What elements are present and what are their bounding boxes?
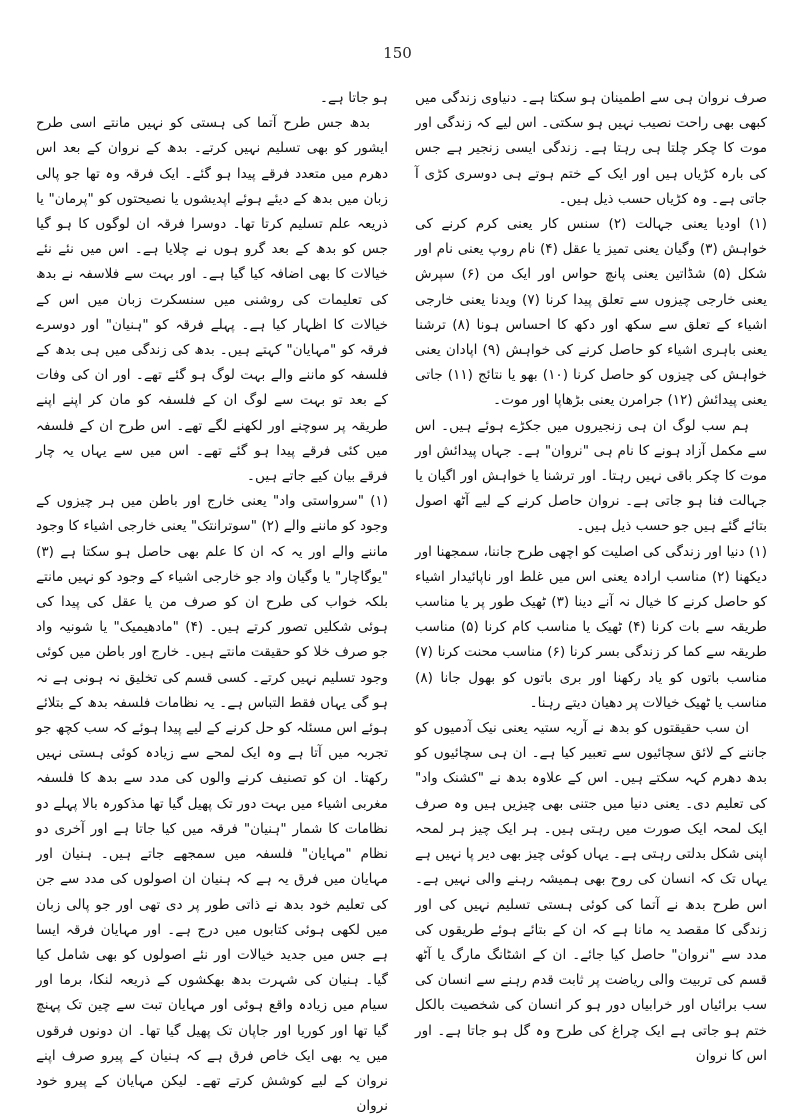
paragraph: بدھ جس طرح آتما کی ہستی کو نہیں مانتے اسی طرح ایشور کو بھی تسلیم نہیں کرتے۔ بدھ کے نروان کے بعد اس دھرم میں متعدد فرقے پیدا ہو گئے۔ ایک فرقہ وہ تھا جو پالی زبان میں بدھ کے دیئے ہوئے اپدیشوں یا نصیحتوں کو "پرمان" یا ذریعہ علم تسلیم کرتا تھا۔ دوسرا فرقہ ان لوگوں کا ہو گیا جس کو بدھ کے بعد گرو ہوں نے چلایا ہے۔ اس میں نئے نئے خیالات کا بھی اضافہ کیا گیا ہے۔ اور بہت سے فلاسفہ نے بدھ کی تعلیمات کی روشنی میں سنسکرت زبان میں اس کے خیالات کا اظہار کیا ہے۔ پہلے فرقہ کو "ہنیان" اور دوسرے فرقہ کو "مہایان" کہتے ہیں۔ بدھ کی زندگی میں ہی بدھ کے فلسفہ کو ماننے والے بہت لوگ ہو گئے تھے۔ اور ان کی وفات کے بعد تو بہت سے لوگ ان کے فلسفہ کو مان کر اپنے اپنے طریقہ پر سوچنے اور لکھنے لگے تھے۔ اس طرح ان کے فلسفہ میں کئی فرقے پیدا ہو گئے تھے۔ اس میں سے یہاں یہ چار فرقے بیان کیے جاتے ہیں۔ [36, 115, 388, 485]
paragraph: ہم سب لوگ ان ہی زنجیروں میں جکڑے ہوئے ہیں۔ اس سے مکمل آزاد ہونے کا نام ہی "نروان" ہے۔ جہاں پیدائش اور موت کا چکر باقی نہیں رہتا۔ اور ترشنا یا خواہش اور اگیان یا جہالت فنا ہو جاتی ہے۔ نروان حاصل کرنے کے لیے آٹھ اصول بتائے گئے ہیں جو حسب ذیل ہیں۔ [415, 417, 767, 535]
paragraph: ان سب حقیقتوں کو بدھ نے آریہ ستیہ یعنی نیک آدمیوں کو جاننے کے لائق سچائیوں سے تعبیر کیا ہے۔ ان ہی سچائیوں کو بدھ دھرم کہہ سکتے ہیں۔ اس کے علاوہ بدھ نے "کشنک واد" کی تعلیم دی۔ یعنی دنیا میں جتنی بھی چیزیں ہیں وہ صرف ایک لمحہ ایک صورت میں رہتی ہیں۔ ہر ایک چیز ہر لمحہ اپنی شکل بدلتی رہتی ہے۔ یہاں کوئی چیز بھی دیر پا نہیں ہے یہاں تک کہ انسان کی روح بھی ہمیشہ رہنے والی نہیں ہے۔ اس طرح بدھ نے آتما کی کوئی ہستی تسلیم نہیں کی اور زندگی کا مقصد یہ مانا ہے کہ ان کے بتائے ہوئے طریقوں کی مدد سے "نروان" حاصل کیا جائے۔ ان کے اشٹانگ مارگ یا آٹھ قسم کی تربیت والی ریاضت پر ثابت قدم رہنے سے انسان کی سب برائیاں اور خرابیاں دور ہو کر انسان کی شخصیت بالکل ختم ہو جاتی ہے ایک چراغ کی طرح وہ گل ہو جاتا ہے۔ اور اس کا نروان [415, 720, 767, 1064]
page-number: 150 [383, 44, 412, 62]
paragraph: (۱) "سرواستی واد" یعنی خارج اور باطن میں ہر چیزوں کے وجود کو ماننے والے (۲) "سوترانتک" یعنی خارجی اشیاء کا وجود ماننے والے اور یہ کہ ان کا علم بھی حاصل ہو سکتا ہے (۳) "یوگاچار" یا وگیان واد جو خارجی اشیاء کے وجود کو نہیں مانتے بلکہ خواب کی طرح ان کو صرف من یا عقل کی پیدا کی ہوئی شکلیں تصور کرتے ہیں۔ (۴) "مادھیمیک" یا شونیہ واد جو صرف خلا کو حقیقت مانتے ہیں۔ خارج اور باطن میں کوئی وجود تسلیم نہیں کرتے۔ کسی قسم کی تخلیق نہ ہونی ہے نہ ہو گی یہاں فقط التباس ہے۔ یہ نظامات فلسفہ بدھ کے بتلائے ہوئے اس مسئلہ کو حل کرنے کے لیے پیدا ہوئے کہ سب کچھ جو تجربہ میں آتا ہے وہ ایک لمحے سے زیادہ کوئی ہستی نہیں رکھتا۔ ان کو تصنیف کرنے والوں کی مدد سے بدھ کا فلسفہ مغربی اشیاء میں بہت دور تک پھیل گیا تھا مذکورہ بالا پہلے دو نظامات کا شمار "ہنیان" فرقہ میں کیا جاتا ہے اور آخری دو نظام "مہایان" فلسفہ میں سمجھے جاتے ہیں۔ ہنیان اور مہایان میں فرق یہ ہے کہ ہنیان ان اصولوں کی مدد سے جن کی تعلیم خود بدھ نے ذاتی طور پر دی تھی اور جو پالی زبان میں لکھی ہوئی کتابوں میں درج ہے۔ اور مہایان فرقہ ایسا ہے جس میں جدید خیالات اور نئے اصولوں کو بھی شامل کیا گیا۔ ہنیان کی شہرت بدھ بھکشوں کے ذریعہ لنکا، برما اور سیام میں زیادہ واقع ہوئی اور مہایان تبت سے چین تک پہنچ گیا تھا اور کوریا اور جاپان تک پھیل گیا تھا۔ ان دونوں فرقوں میں یہ بھی ایک خاص فرق ہے کہ ہنیان کے پیرو صرف اپنے نروان کے لیے کوشش کرتے تھے۔ لیکن مہایان کے پیرو خود نروان [36, 493, 388, 1115]
paragraph: (۱) اودیا یعنی جہالت (۲) سنس کار یعنی کرم کرنے کی خواہش (۳) وگیان یعنی تمیز یا عقل (۴) نام روپ یعنی نام اور شکل (۵) شڈاتین یعنی پانچ حواس اور ایک من (۶) سپرش یعنی خارجی چیزوں سے تعلق پیدا کرنا (۷) ویدنا یعنی خارجی اشیاء کے تعلق سے سکھ اور دکھ کا احساس ہونا (۸) ترشنا یعنی باہری اشیاء کو حاصل کرنے کی خواہش (۹) اپادان یعنی خواہش کی چیزوں کو حاصل کرنا (۱۰) بھو یا نتائج (۱۱) جاتی یعنی پیدائش (۱۲) جرامرن یعنی بڑھاپا اور موت۔ [415, 216, 767, 409]
paragraph: ہو جاتا ہے۔ [320, 90, 388, 106]
left-column [36, 86, 388, 1115]
paragraph: (۱) دنیا اور زندگی کی اصلیت کو اچھی طرح جاننا، سمجھنا اور دیکھنا (۲) مناسب ارادہ یعنی اس میں غلط اور ناپائیدار اشیاء کو حاصل کرنے کا خیال نہ آنے دینا (۳) ٹھیک طور پر یا مناسب طریقہ سے بات کرنا (۴) ٹھیک یا مناسب کام کرنا (۵) مناسب طریقہ سے کما کر زندگی بسر کرنا (۶) مناسب محنت کرنا (۷) مناسب باتوں کو یاد رکھنا اور بری باتوں کو بھول جانا (۸) مناسب یا ٹھیک خیالات پر دھیان دیتے رہنا۔ [415, 543, 768, 711]
right-column [415, 86, 768, 1064]
paragraph: صرف نروان ہی سے اطمینان ہو سکتا ہے۔ دنیاوی زندگی میں کبھی بھی راحت نصیب نہیں ہو سکتی۔ اس لیے کہ زندگی اور موت کا چکر چلتا ہی رہتا ہے۔ زندگی ایسی زنجیر ہے جس کی بارہ کڑیاں ہیں اور ایک کے ختم ہوتے ہی دوسری کڑی آ جاتی ہے۔ وہ کڑیاں حسب ذیل ہیں۔ [415, 90, 767, 207]
